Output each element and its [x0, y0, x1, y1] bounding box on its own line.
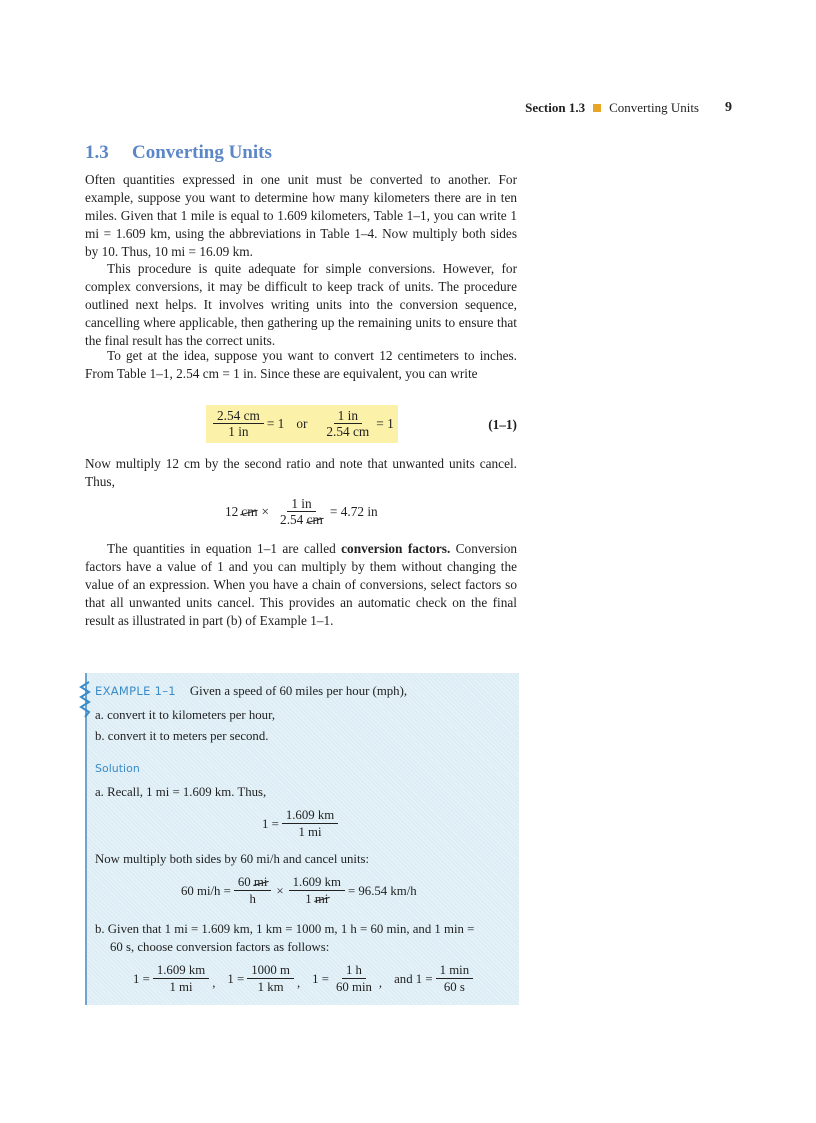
paragraph-2: This procedure is quite adequate for simple conversions. However, for complex conversions, it may be difficult to keep track of units. The procedure outlined next helps. It involves writing units into the conversion sequence, cancelling where applicable, then gathering up the remaining units to ensure that the final result has the correct units. [85, 261, 517, 348]
fraction-denominator: h [249, 892, 256, 906]
term-conversion-factors: conversion factors. [341, 541, 451, 556]
paragraph-5-pre: The quantities in equation 1–1 are called [107, 541, 342, 556]
fraction-numerator: 2.54 cm [213, 408, 264, 424]
paragraph-5 [85, 540, 517, 630]
equation-result: = 4.72 in [329, 504, 378, 519]
solution-a-equation [262, 808, 341, 840]
zigzag-marker-icon [79, 681, 91, 719]
fraction-numerator: 1 min [436, 963, 474, 979]
factor-lhs: 1 = [312, 971, 329, 986]
factor-separator: , [378, 976, 383, 990]
running-head-title: Converting Units [609, 100, 699, 115]
conversion-factor [394, 963, 476, 995]
or-word: or [296, 416, 308, 431]
fraction-km-per-mi [289, 875, 345, 907]
equation-1-1 [85, 405, 517, 445]
section-number: 1.3 [85, 142, 109, 163]
paragraph-1: Often quantities expressed in one unit must be converted to another. For example, suppose you want to determine how many kilometers there are in ten miles. Given that 1 mile is equal to 1.609 kilometers, Table 1–1, you can write 1 mi = 1.609 km, using the abbreviations in Table 1–4. Now multiply both sides by 10. Thus, 10 mi = 16.09 km. [85, 172, 517, 259]
times-symbol: × [276, 883, 284, 898]
factor-separator: , [296, 976, 301, 990]
factor-fraction [153, 963, 209, 995]
equation-number: (1–1) [488, 417, 517, 432]
solution-a: a. Recall, 1 mi = 1.609 km. Thus, [95, 785, 267, 799]
running-head-section: Section 1.3 [525, 100, 586, 115]
example-item-a: a. convert it to kilometers per hour, [95, 708, 276, 722]
paragraph-5-post: Conversion factors have a value of 1 and you can multiply by them without changing the value of an expression. When you have a chain of conversions, select factors so that all unwanted units cancel. This provides an automatic check on the final result as illustrated in part (b) of Example 1–1. [85, 541, 517, 628]
multiply-text: Now multiply both sides by 60 mi/h and cancel units: [95, 852, 370, 866]
factor-fraction [332, 963, 376, 995]
example-box [85, 673, 519, 1005]
paragraph-1-block [85, 171, 517, 261]
section-heading [85, 142, 517, 164]
cancelled-unit: cm [306, 512, 323, 527]
conversion-factor [312, 963, 382, 995]
fraction-numerator: 1.609 km [153, 963, 209, 979]
factor-lhs: 1 = [133, 971, 150, 986]
square-bullet-icon [593, 104, 601, 112]
equation-lead-value: 12 [225, 504, 239, 519]
page-number: 9 [725, 100, 732, 115]
paragraph-3-block [85, 347, 517, 383]
cancelled-unit: mi [253, 875, 268, 889]
fraction-denominator: 1 in [228, 424, 249, 439]
fraction-in-per-cm [322, 408, 373, 440]
paragraph-2-block [85, 260, 517, 350]
solution-label: Solution [95, 762, 140, 775]
fraction-numerator: 1 in [287, 496, 315, 512]
equation-highlight [206, 405, 398, 443]
fraction-denominator: 60 s [443, 980, 465, 994]
example-item-b: b. convert it to meters per second. [95, 729, 269, 743]
equation-cm-to-in [85, 496, 517, 528]
solution-b-line-1: b. Given that 1 mi = 1.609 km, 1 km = 1000 m, 1 h = 60 min, and 1 min = [95, 922, 475, 936]
fraction-mi-per-h [234, 875, 272, 907]
fraction-numerator: 1000 m [247, 963, 294, 979]
factor-lhs: 1 = [227, 971, 245, 986]
solution-b-line-2: 60 s, choose conversion factors as follows: [110, 940, 330, 954]
equals-one: = 1 [266, 416, 285, 431]
cancelled-unit: mi [314, 892, 329, 906]
factor-fraction [436, 963, 474, 995]
paragraph-4-block [85, 455, 517, 491]
times-symbol: × [261, 504, 270, 519]
speed-equation [181, 875, 417, 907]
numerator-value: 60 [237, 875, 251, 889]
paragraph-3: To get at the idea, suppose you want to convert 12 centimeters to inches. From Table 1–1, 2.54 cm = 1 in. Since these are equivalent, you can write [85, 348, 517, 381]
paragraph-4: Now multiply 12 cm by the second ratio and note that unwanted units cancel. Thus, [85, 456, 517, 489]
speed-lhs: 60 mi/h = [181, 883, 231, 898]
equation-lhs: 1 = [262, 816, 279, 831]
fraction-conversion [276, 496, 327, 528]
factor-separator: , [212, 976, 216, 990]
example-label: EXAMPLE 1–1 [95, 684, 176, 698]
fraction-numerator: 1.609 km [289, 875, 345, 891]
fraction-km-per-mi [282, 808, 338, 840]
denominator-value: 2.54 [280, 512, 304, 527]
equals-one: = 1 [376, 416, 394, 431]
conversion-factor [133, 963, 215, 995]
cancelled-unit: cm [241, 504, 258, 519]
fraction-denominator: 1 mi [298, 825, 322, 839]
denominator-value: 1 [305, 892, 312, 906]
fraction-denominator: 1 mi [169, 980, 193, 994]
fraction-numerator: 1 in [334, 408, 362, 424]
fraction-denominator [301, 891, 332, 907]
fraction-numerator [234, 875, 272, 891]
fraction-numerator: 1 h [342, 963, 366, 979]
factor-lhs: and 1 = [394, 971, 433, 986]
fraction-denominator [276, 512, 327, 528]
example-header [95, 682, 407, 700]
fraction-denominator: 1 km [257, 980, 284, 994]
example-intro: Given a speed of 60 miles per hour (mph), [189, 684, 408, 698]
fraction-cm-per-in [213, 408, 264, 440]
conversion-factors-row [133, 963, 488, 995]
fraction-denominator: 60 min [336, 980, 372, 994]
factor-fraction [247, 963, 294, 995]
paragraph-5-block [85, 540, 517, 630]
conversion-factor [227, 963, 300, 995]
section-title: Converting Units [132, 142, 272, 163]
fraction-numerator: 1.609 km [282, 808, 338, 824]
speed-result: = 96.54 km/h [347, 883, 417, 898]
running-head [525, 100, 732, 116]
fraction-denominator: 2.54 cm [326, 424, 370, 439]
